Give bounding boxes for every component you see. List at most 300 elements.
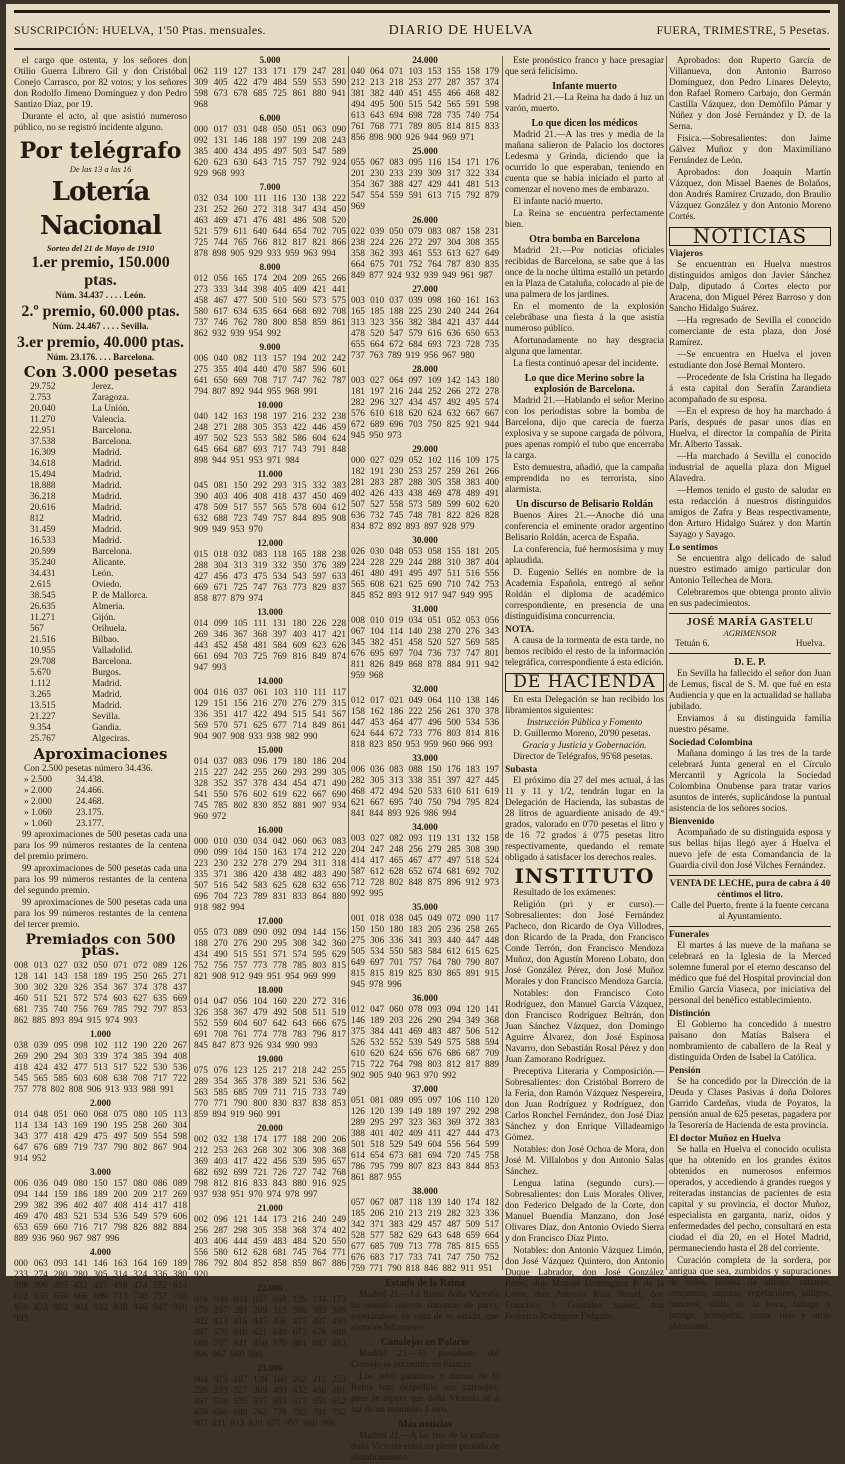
block-heading: 28.000 <box>412 365 438 375</box>
block-numbers: 002 032 138 174 177 188 200 206 212 253 263 268 302 306 308 368 369 403 417 422 456 539 595 657 682 692 699 721 726 727 742 768 798 812 816 833 843 880 916 925 937 938 951 970 974 978 997 <box>194 1135 346 1200</box>
third-prize: 3.er premio, 40.000 ptas. <box>17 334 184 351</box>
prize-number: 20.599 <box>30 547 56 557</box>
merino-text: Madrid 21.—Hablando el señor Merino con los periodistas sobre la bomba de Barcelona, dijo que carecía de fuerza explosiva y se supone cargada de pólvora, pues apenas rompió el tubo que encerraba la carga. <box>505 396 664 461</box>
merino-text-2: Esto demuestra, añadió, que la campaña emprendida no es terrorista, sino alarmista. <box>505 463 664 495</box>
medicos-text-2: El infante nació muerto. <box>513 197 603 207</box>
aprobados-fisica-text: Aprobados: don Joaquín Martín Vázquez, don Misael Baenes de Bolaños, don Andrés Ramírez Cruzado, don Braulio Vázquez González y don Antonio Moreno Cortés. <box>669 168 831 222</box>
prize-row <box>14 404 187 415</box>
prize-number: 26.635 <box>30 602 56 612</box>
block-numbers: 000 027 029 052 102 116 109 175 182 191 230 253 257 259 261 266 281 283 287 288 305 358 383 400 402 426 433 438 469 478 489 491 507 527 558 573 589 599 602 620 636 732 745 748 781 822 826 828 834 872 892 893 897 928 979 <box>351 456 499 532</box>
block-numbers: 075 076 123 125 217 218 242 255 289 354 365 378 389 521 536 562 563 585 685 709 711 715 733 749 770 771 790 800 830 837 838 853 859 894 919 960 991 <box>194 1066 346 1120</box>
prize-row <box>14 415 187 426</box>
instituto-text-4: Preceptiva Literaria y Composición.—Sobresalientes: don Cristóbal Borrero de la Feria, don Ramón Vázquez Nespereira, don Juan Rodríguez y Rodríguez, don Carlos Ronchel Fernández, don José Díaz Sánchez y don Enrique Villadeamigo Gómez. <box>505 1067 664 1143</box>
fisica-text: Física.—Sobresalientes: don Jaime Gálvez Muñoz y don Maximiliano Fernández de León. <box>669 134 831 166</box>
aprox-number: 23.175. <box>76 808 104 818</box>
prize-number: 35.240 <box>30 558 56 568</box>
estado-title: Estado de la Reina <box>385 1278 465 1289</box>
number-block <box>351 445 499 533</box>
block-numbers: 057 067 087 118 139 140 174 182 185 206 210 213 219 282 323 336 342 371 383 429 457 487 509 517 528 577 582 629 643 648 659 664 677 685 709 713 778 785 815 655 676 683 717 733 741 747 750 752 759 771 790 818 846 882 911 951 <box>351 1198 499 1274</box>
medicos-title: Lo que dicen los médicos <box>531 118 638 129</box>
prize-city: Madrid. <box>92 690 122 700</box>
first-prize: 1.er premio, 150.000 ptas. <box>31 254 170 289</box>
viajeros-5: —En el expreso de hoy ha marchado á París, después de pasar unos días en Huelva, el director la compañía de Pirita Mr. Alberto Tassak. <box>669 407 831 450</box>
infante-text: Madrid 21.—La Reina ha dado á luz un varón, muerto. <box>505 93 664 114</box>
prize-number: 10.955 <box>30 646 56 656</box>
roldan-text-2: La conferencia, fué hermosísima y muy aplaudida. <box>505 545 664 566</box>
prize-number: 20.616 <box>30 503 56 513</box>
number-block <box>351 147 499 213</box>
newspaper-page <box>6 4 838 1463</box>
prize-number: 2.753 <box>30 393 51 403</box>
prize-row <box>14 580 187 591</box>
prize-number: 11.270 <box>30 415 56 425</box>
aproximaciones-title: Aproximaciones <box>33 745 168 763</box>
block-numbers: 038 039 095 098 102 112 190 220 267 269 290 294 303 339 374 385 394 408 418 424 432 477 513 517 522 530 536 545 565 585 603 608 638 708 717 722 757 778 802 808 906 913 933 988 991 <box>14 1041 187 1095</box>
aprox-amount: » 1.060 <box>24 819 52 829</box>
prize-city: Gandía. <box>92 723 122 733</box>
viajeros-1: Se encuentran en Huelva nuestros distinguidos amigos don Javier Sánchez Dalp, diputado á Cortes electo por Aracena, don Miguel Pérez Barroso y don Sancho Hidalgo Suárez. <box>669 260 831 314</box>
block-numbers: 001 018 038 045 049 072 090 117 150 150 180 183 205 236 258 265 275 306 336 341 393 440 447 448 505 534 550 583 584 612 615 625 649 697 701 757 764 780 790 807 815 815 819 825 830 865 891 915 945 978 996 <box>351 914 499 990</box>
infante-title: Infante muerto <box>552 81 617 92</box>
block-heading: 31.000 <box>412 605 438 615</box>
number-block <box>194 917 346 983</box>
block-heading: 1.000 <box>90 1030 111 1040</box>
prize-number: 38.545 <box>30 591 56 601</box>
bomba-text-4: La fiesta continuó apesar del incidente. <box>513 359 659 369</box>
bomba-text-3: Afortunadamente no hay desgracia alguna que lamentar. <box>505 336 664 357</box>
prize-row <box>14 690 187 701</box>
distincion-title: Distinción <box>669 1009 711 1019</box>
number-block <box>194 401 346 467</box>
block-heading: 35.000 <box>412 903 438 913</box>
block-numbers: 045 081 150 292 293 315 332 383 390 403 406 408 418 437 450 469 478 509 517 557 565 578 604 612 632 688 723 749 757 844 895 908 909 949 953 970 <box>194 481 346 535</box>
block-numbers: 006 036 049 080 150 157 080 086 089 094 144 159 186 189 200 209 217 269 299 382 396 402 407 408 414 417 418 469 470 483 521 534 536 549 579 606 653 659 660 716 717 798 826 882 884 889 936 960 967 987 996 <box>14 1179 187 1244</box>
aprox-number: 23.177. <box>76 819 104 829</box>
prize-row <box>14 657 187 668</box>
block-heading: 13.000 <box>257 608 283 618</box>
canalejas-title: Canalejas en Palacio <box>380 1337 470 1348</box>
con-3000-title: Con 3.000 pesetas <box>23 363 178 381</box>
prize-row <box>14 558 187 569</box>
block-heading: 32.000 <box>412 685 438 695</box>
aprox-amount: » 2.000 <box>24 797 52 807</box>
prize-city: Madrid. <box>92 525 122 535</box>
number-block <box>351 903 499 991</box>
number-block <box>194 826 346 914</box>
aprox-number: 24.468. <box>76 797 104 807</box>
block-numbers: 062 119 127 133 171 179 247 281 309 405 422 479 484 559 553 590 598 673 678 685 725 861 880 941 968 <box>194 67 346 110</box>
prize-city: Alicante. <box>92 558 126 568</box>
number-block <box>351 216 499 282</box>
viajeros-3: —Se encuentra en Huelva el joven estudiante don José Bernal Montero. <box>669 350 831 371</box>
prize-number: 15.494 <box>30 470 56 480</box>
block-heading: 12.000 <box>257 539 283 549</box>
block-heading: 26.000 <box>412 216 438 226</box>
number-block <box>194 263 346 340</box>
block-numbers: 003 010 037 039 098 160 161 163 165 185 188 225 230 240 244 264 313 323 356 382 384 421 437 444 478 520 547 579 616 636 650 653 655 664 672 684 693 723 728 735 737 763 789 919 956 967 980 <box>351 296 499 361</box>
prize-city: Oviedo. <box>92 580 122 590</box>
number-block <box>14 961 187 1027</box>
prize-number: 34.618 <box>30 459 56 469</box>
prize-row <box>14 712 187 723</box>
prize-number: 2.615 <box>30 580 51 590</box>
bienvenido-title: Bienvenido <box>669 817 715 827</box>
prize-number: 1.112 <box>30 679 51 689</box>
number-block <box>14 1168 187 1245</box>
column-4 <box>505 56 664 1322</box>
second-prize-number: Núm. 24.467 . . . . Sevilla. <box>52 321 149 331</box>
rip-text: En Sevilla ha fallecido el señor don Juan de Lemus, fiscal de S. M. que fué en esta Audiencia y que en la actualidad se hallaba jubilado. <box>669 669 831 712</box>
prize-city: Barcelona. <box>92 426 133 436</box>
prize-number: 34.431 <box>30 569 56 579</box>
block-numbers: 014 099 105 111 131 180 226 228 269 346 367 368 397 403 417 421 443 452 458 481 584 609 623 626 661 694 703 725 769 816 849 874 947 993 <box>194 619 346 673</box>
prize-city: Madrid. <box>92 536 122 546</box>
prize-number: 36.218 <box>30 492 56 502</box>
medicos-text: Madrid 21.—A las tres y media de la mañana salieron de Palacio los doctores Ledesma y Grinda, diciendo que la ocurrido lo que esperaban, teniendo en cuenta que se había iniciado el parto al comenzar el noveno mes de embarazo. <box>505 130 664 195</box>
mas-noticias-title: Más noticias <box>398 1419 452 1430</box>
block-heading: 17.000 <box>257 917 283 927</box>
prize-row <box>14 547 187 558</box>
third-prize-number: Núm. 23.176. . . . Barcelona. <box>46 352 155 362</box>
prize-number: 5.670 <box>30 668 51 678</box>
loteria-title: Lotería Nacional <box>39 177 162 241</box>
number-block <box>351 685 499 751</box>
distincion-text: El Gobierno ha concedido á nuestro paisano don Matías Balsera el nombramiento de caballero de la Real y distinguida Orden de Isabel la Católica. <box>669 1020 831 1063</box>
prize-city: Zaragoza. <box>92 393 129 403</box>
column-5 <box>669 56 831 1332</box>
block-heading: 24.000 <box>412 56 438 66</box>
nota-text: A causa de la tormenta de esta tarde, no hemos recibido el resto de la información telegráfica, correspondiente á esta edición. <box>505 636 664 668</box>
masthead-title: DIARIO DE HUELVA <box>388 22 534 38</box>
aprobados-text: Aprobados: don Ruperto García de Villanueva, don Antonio Barroso Domínguez, don Pedro Linares Deleyto, don Rafael Romero Carbajo, don Germán Castilla Vázquez, don Demófilo Pámar y Núñez y don José Fernández y D. de la Serna. <box>669 56 831 132</box>
telegrafo-title: Por telégrafo <box>19 138 182 164</box>
prize-city: Jerez. <box>92 382 114 392</box>
block-heading: 33.000 <box>412 754 438 764</box>
number-block <box>351 56 499 144</box>
prize-number: 37.538 <box>30 437 56 447</box>
colombina-title: Sociedad Colombina <box>669 738 753 748</box>
number-block <box>351 823 499 900</box>
prize-city: León. <box>92 569 114 579</box>
block-heading: 9.000 <box>259 343 281 353</box>
block-heading: 34.000 <box>412 823 438 833</box>
prize-city: Madrid. <box>92 679 122 689</box>
block-numbers: 032 034 100 111 116 130 138 222 231 252 260 272 318 347 434 450 463 469 471 476 481 486 508 520 521 579 611 640 644 654 702 705 725 744 765 766 812 817 821 866 878 898 905 929 933 959 963 994 <box>194 194 346 259</box>
prize-row <box>14 437 187 448</box>
hacienda-item-4: Director de Telégrafos, 95'68 pesetas. <box>513 752 653 762</box>
bomba-title: Otra bomba en Barcelona <box>529 234 640 245</box>
block-numbers: 016 030 034 037 058 125 134 173 178 257 281 289 315 360 383 389 402 413 416 445 456 477 487 490 497 570 618 621 649 673 676 688 688 797 841 850 870 881 883 883 896 967 980 985 <box>194 1295 346 1360</box>
prize-city: Madrid. <box>92 481 122 491</box>
aprox-p1: 99 aproximaciones de 500 pesetas cada una para los 99 números restantes de la centena del premio primero. <box>14 830 187 862</box>
intro-text-2: Durante el acto, al que asistió numeroso público, no se registró incidente alguno. <box>14 112 187 133</box>
block-numbers: 012 017 021 049 064 110 138 146 158 162 186 222 256 261 370 378 447 453 464 477 496 500 534 536 624 644 672 733 776 803 814 816 818 823 850 953 959 960 966 993 <box>351 696 499 750</box>
hacienda-title: DE HACIENDA <box>505 673 664 692</box>
number-block <box>194 1284 346 1361</box>
block-heading: 15.000 <box>257 746 283 756</box>
prize-number: 16.533 <box>30 536 56 546</box>
aprox-row <box>14 775 187 786</box>
prize-number: 25.767 <box>30 734 56 744</box>
number-block <box>14 1248 187 1325</box>
ad-city: Huelva. <box>795 639 825 649</box>
block-heading: 16.000 <box>257 826 283 836</box>
block-numbers: 051 081 089 095 097 106 110 120 126 120 139 149 189 197 292 298 289 295 297 323 363 369 372 383 388 401 402 409 411 427 444 473 501 518 529 549 604 556 564 599 614 654 673 681 694 720 745 758 786 795 799 807 823 843 844 853 861 887 955 <box>351 1096 499 1183</box>
prize-row <box>14 470 187 481</box>
block-numbers: 055 073 089 090 092 094 144 156 188 270 276 290 295 308 342 360 434 490 515 551 571 574 595 629 752 756 757 773 778 785 803 815 821 908 912 949 951 954 969 999 <box>194 928 346 982</box>
telegrafo-subtitle: De las 13 a las 16 <box>69 164 132 174</box>
block-numbers: 004 016 037 061 103 110 111 117 129 151 156 216 270 276 279 315 336 351 417 422 494 515 541 567 569 570 571 625 677 714 849 861 904 907 908 933 938 982 990 <box>194 688 346 742</box>
block-heading: 19.000 <box>257 1055 283 1065</box>
instituto-text-3: Notables: don Francisco Coto Rodríguez, don Manuel García Vázquez, don Francisco Rodríguez Beltrán, don Juan Sánchez Vázquez, don Domingo Aguirre Álvarez, don José Espinosa Navarro, don Sebastián Rosal Pérez y don Juan Zamorano Rodríguez. <box>505 989 664 1065</box>
prize-city: Madrid. <box>92 492 122 502</box>
number-block <box>351 754 499 820</box>
aprox-amount: » 2.500 <box>24 775 52 785</box>
aprox-row <box>14 797 187 808</box>
block-heading: 5.000 <box>259 56 281 66</box>
prize-number: 11.271 <box>30 613 56 623</box>
roldan-text-3: D. Eugenio Sellés en nombre de la Academia Española, entregó al señor Roldán el diploma de académico correspondiente, en presencia de una distinguidísima concurrencia. <box>505 568 664 622</box>
instituto-text-7: Notables: don Antonio Vázquez Limón, don José Vázquez Quintero, don Antonio Duque Labrador, don José González Páreo, don Manuel Domínguez P. de la Corte, don Antonio Ruiz Teruel, don Francisco J. González Suárez, don Federico Rodríguez Delgado. <box>505 1246 664 1322</box>
subasta-title: Subasta <box>505 765 538 775</box>
number-block <box>351 605 499 682</box>
viajeros-6: —Ha marchado á Sevilla el conocido industrial de aquella plaza don Miguel Alavedra. <box>669 452 831 484</box>
block-heading: 6.000 <box>259 114 281 124</box>
instituto-text-1: Resultado de los exámenes: <box>513 888 617 898</box>
block-heading: 3.000 <box>90 1168 111 1178</box>
prize-city: Bilbao. <box>92 635 120 645</box>
prize-number: 22.951 <box>30 426 56 436</box>
prize-row <box>14 602 187 613</box>
prize-row <box>14 569 187 580</box>
aprox-number: 34.438. <box>76 775 104 785</box>
block-numbers: 055 067 083 095 116 154 171 176 201 230 233 239 309 317 322 334 354 367 388 427 429 441 481 513 547 554 559 591 613 715 792 879 969 <box>351 158 499 212</box>
block-heading: 8.000 <box>259 263 281 273</box>
hacienda-item-1: Instrucción Pública y Fomento <box>526 718 643 728</box>
ad-address: Tetuán 6. <box>675 639 710 649</box>
block-numbers: 008 010 019 034 051 052 053 056 067 104 114 140 238 270 276 343 345 382 451 458 520 527 569 585 676 695 697 704 736 737 747 801 811 826 849 868 878 884 911 942 959 968 <box>351 616 499 681</box>
number-block <box>194 1364 346 1430</box>
prize-number: 18.888 <box>30 481 56 491</box>
instituto-text-2: Religión (pri y er curso).—Sobresalientes: don José Fernández Pacheco, don Ricardo de Oya Villodres, don Ricardo de la Prada, don Francisco Conde Terrón, don Francisco Mendoza Muñoz, don Agustín Moreno Lobato, don José González Pérez, don José Muñoz Morales y don Francisco Mendoza García. <box>505 900 664 987</box>
first-prize-number: Núm. 34.437 . . . . León. <box>55 290 146 300</box>
aprox-p3: 99 aproximaciones de 500 pesetas cada una para los 99 números restantes de la centena del tercer premio. <box>14 898 187 930</box>
aprox-row <box>14 819 187 830</box>
aprox-number: 24.466. <box>76 786 104 796</box>
second-prize: 2.º premio, 60.000 ptas. <box>21 303 180 320</box>
block-heading: 22.000 <box>257 1284 283 1294</box>
block-heading: 27.000 <box>412 285 438 295</box>
aprox-amount: » 2.000 <box>24 786 52 796</box>
munoz-text: Se halla en Huelva el conocido oculista que ha obtenido en los grandes éxitos obtenidos en numerosos enfermos operados, y accediendo á grandes ruegos y reiteradas instancias de pacientes de esta capital y su provincia, el doctor Muñoz, especialista en garganta, nariz, oídos y enfermedades del pecho, consultará en esta ciudad el día 20, en el Hotel Madrid, permaneciendo hasta el 28 del corriente. <box>669 1145 831 1254</box>
instituto-text-6: Lengua latina (segundo curs).—Sobresalientes: don Luis Morales Oliver, don Federico Delgado de la Corte, don Manuel Buendía Manzano, don José Olivares Díaz, don Antonio Oviedo Sierra y don Francisco Díaz Pinto. <box>505 1179 664 1244</box>
prize-row <box>14 514 187 525</box>
pronostico-text: Este pronóstico franco y hace presagiar que será felicísimo. <box>505 56 664 77</box>
nota-title: NOTA. <box>505 625 535 635</box>
number-block <box>194 1204 346 1281</box>
prize-row <box>14 679 187 690</box>
prize-city: Madrid. <box>92 503 122 513</box>
prize-row <box>14 382 187 393</box>
prize-number: 29.752 <box>30 382 56 392</box>
estado-text: Madrid 21.—La Reina doña Victoria ha sentido nuevos síntomas de parto, esperándose, en vista de su estado, que alumbre felizmente. <box>351 1290 499 1333</box>
block-numbers: 006 040 082 113 157 194 202 242 275 355 404 440 470 587 596 601 641 650 669 708 717 747 762 787 794 807 892 944 955 968 991 <box>194 354 346 397</box>
sentimos-text-2: Celebraremos que obtenga pronto alivio en sus padecimientos. <box>669 588 831 609</box>
masthead-subscription: SUSCRIPCIÓN: HUELVA, 1'50 Ptas. mensuales. <box>14 23 266 37</box>
sorteo-date: Sorteo del 21 de Mayo de 1910 <box>46 243 155 253</box>
prize-row <box>14 701 187 712</box>
block-heading: 4.000 <box>90 1248 111 1258</box>
prize-row <box>14 448 187 459</box>
block-numbers: 022 039 050 079 083 087 158 231 238 224 226 272 297 304 308 355 358 362 393 461 553 613 627 649 664 675 701 752 764 787 830 835 849 877 924 932 939 949 961 987 <box>351 227 499 281</box>
number-block <box>194 183 346 260</box>
prize-city: Valladolid. <box>92 646 133 656</box>
canalejas-text-2: Los jefes palatinos y damas de la Reina han despedido sus carruajes, pues se espera que doña Victoria dé á luz de un momento á otro. <box>351 1372 499 1415</box>
prize-city: Sevilla. <box>92 712 121 722</box>
block-heading: 37.000 <box>412 1085 438 1095</box>
prize-row <box>14 492 187 503</box>
number-block <box>194 343 346 398</box>
block-heading: 18.000 <box>257 986 283 996</box>
aprox-intro: Con 2.500 pesetas número 34.436. <box>24 764 153 774</box>
prize-city: Madrid. <box>92 701 122 711</box>
subasta-text: El próximo día 27 del mes actual, á las 11 y 11 y 1/2, tendrán lugar en la Delegación de Hacienda, las subastas de 28 litros de aguardiente anisado de 49.º grados, valorado en 0'70 pesetas el litro y de 16 72 grados á 0'75 pesetas litro respectivamente, quedando el remate obligado á satisfacer los derechos reales. <box>505 776 664 863</box>
pension-text: Se ha concedido por la Dirección de la Deuda y Clases Pasivas á doña Dolores Garrido Cardeñas, viuda de Poyatos, la pensión anual de 625 pesetas, pagadera por la Tesorería de Hacienda de esta provincia. <box>669 1077 831 1131</box>
number-block <box>351 994 499 1082</box>
block-numbers: 003 027 064 097 109 142 143 180 181 197 216 244 252 266 272 278 282 296 327 434 457 492 495 574 576 610 618 620 624 632 667 667 672 689 696 703 750 825 921 944 945 950 973 <box>351 376 499 441</box>
prize-row <box>14 646 187 657</box>
prize-row <box>14 635 187 646</box>
block-numbers: 064 075 107 139 160 202 212 223 226 233 327 369 403 432 456 481 497 518 535 597 603 617 650 652 670 686 688 762 776 782 791 792 807 811 813 820 875 957 960 996 <box>194 1375 346 1429</box>
block-numbers: 014 047 056 104 160 220 272 316 326 358 367 479 492 508 511 519 552 559 604 607 642 643 666 675 691 708 761 774 778 783 796 817 845 847 873 926 934 990 993 <box>194 997 346 1051</box>
prize-row <box>14 503 187 514</box>
prize-city: Madrid. <box>92 448 122 458</box>
prize-number: 812 <box>30 514 44 524</box>
prize-row <box>14 668 187 679</box>
prize-number: 21.516 <box>30 635 56 645</box>
number-blocks-col1 <box>14 961 187 1325</box>
block-heading: 30.000 <box>412 536 438 546</box>
block-numbers: 012 056 165 174 204 209 265 266 273 333 344 398 405 409 421 441 458 467 477 500 510 560 573 575 580 617 634 635 664 668 692 708 737 746 762 780 800 858 859 861 862 932 939 954 992 <box>194 274 346 339</box>
block-heading: 10.000 <box>257 401 283 411</box>
number-block <box>14 1030 187 1096</box>
number-block <box>14 1099 187 1165</box>
munoz-text-2: Curación completa de la sordera, por antigua que sea, zumbidos y supuraciones de oídos, fétidez de aliento, catarros, ronqueras, anginas, vegetaciones, pólipos, tumores, sífilis de la boca, laringe y laringe, bronquitis, asma, tisis y otras afecciones. <box>669 1256 831 1332</box>
prize-city: Barcelona. <box>92 547 133 557</box>
bomba-text-2: En el momento de la explosión celebrábase una fiesta á la que asistía numeroso público. <box>505 302 664 334</box>
prize-3000-list <box>14 382 187 745</box>
block-numbers: 015 018 032 083 118 165 188 238 288 304 313 319 332 350 376 389 427 456 473 475 534 543 597 633 669 671 725 747 763 773 829 837 858 877 879 974 <box>194 550 346 604</box>
column-3 <box>351 56 499 1463</box>
ad-address-row <box>669 639 831 650</box>
leche-title: VENTA DE LECHE, pura de cabra á 40 céntimos el litro. <box>669 879 831 900</box>
prize-city: Valencia. <box>92 415 127 425</box>
prize-city: Almería. <box>92 602 125 612</box>
prize-number: 20.040 <box>30 404 56 414</box>
column-1 <box>14 56 187 1324</box>
canalejas-text: Madrid 21.—El presidente del Consejo se encuentra en Palacio. <box>351 1349 499 1370</box>
number-block <box>351 365 499 442</box>
pension-title: Pensión <box>669 1066 701 1076</box>
viajeros-2: —Ha regresado de Sevilla el conocido comerciante de esta plaza, don José Ramírez. <box>669 316 831 348</box>
number-block <box>194 114 346 180</box>
block-heading: 23.000 <box>257 1364 283 1374</box>
block-numbers: 000 017 031 048 050 051 063 090 092 131 146 188 197 199 208 243 385 400 434 495 497 503 547 589 620 623 630 643 715 757 792 924 929 968 993 <box>194 125 346 179</box>
number-blocks-col2 <box>194 56 346 1430</box>
number-block <box>194 1124 346 1201</box>
hacienda-item-2: D. Guillermo Moreno, 20'90 pesetas. <box>513 729 651 739</box>
instituto-text-5: Notables: don José Ochoa de Mora, don José M. Villalobos y don Antonio Salas Sánchez. <box>505 1145 664 1177</box>
medicos-text-3: La Reina se encuentra perfectamente bien. <box>505 209 664 230</box>
prize-city: Burgos. <box>92 668 122 678</box>
colombina-text: Mañana domingo á las tres de la tarde celebrará Junta general en el Círculo Mercantil y Agrícola la Sociedad Colombina Onubense para tratar varios asuntos de interés, suplicándose la puntual asistencia de los señores socios. <box>669 749 831 814</box>
block-heading: 2.000 <box>90 1099 111 1109</box>
viajeros-7: —Hemos tenido el gusto de saludar en esta redacción á nuestros distinguidos amigos de Zafra y Beas respectivamente, don Arturo Hidalgo Suárez y don Martín Sayago y Sayago. <box>669 486 831 540</box>
ad-name: JOSÉ MARÍA GASTELU <box>686 617 814 628</box>
hacienda-item-3: Gracia y Justicia y Gobernación. <box>522 741 647 751</box>
aprox-row <box>14 808 187 819</box>
sentimos-text: Se encuentra algo delicado de salud nuestro estimado amigo particular don Antonio Tellechea de Mora. <box>669 554 831 586</box>
bienvenido-text: Acompañado de su distinguida esposa y sus bellas hijas llegó ayer á Huelva el nuevo jefe de esta Comandancia de la Guardia civil don José Vilches Fernández. <box>669 828 831 871</box>
number-block <box>351 285 499 362</box>
block-heading: 29.000 <box>412 445 438 455</box>
number-block <box>194 746 346 823</box>
hacienda-text: En esta Delegación se han recibido los libramientos siguientes: <box>505 695 664 716</box>
block-numbers: 002 096 121 144 173 216 240 249 256 287 298 305 358 368 374 402 403 406 444 459 483 484 520 550 556 580 612 628 681 745 764 771 786 792 804 852 858 859 867 886 920 <box>194 1215 346 1280</box>
number-block <box>351 536 499 602</box>
prize-row <box>14 525 187 536</box>
prize-row <box>14 613 187 624</box>
block-heading: 21.000 <box>257 1204 283 1214</box>
block-numbers: 008 013 027 032 050 071 072 089 126 128 141 143 158 189 195 250 265 271 300 302 320 326 354 367 374 378 437 460 511 521 572 574 603 627 635 669 681 735 740 756 769 785 792 797 853 862 885 893 894 915 974 993 <box>14 961 187 1026</box>
merino-title: Lo que dice Merino sobre la explosión de Barcelona. <box>524 373 645 395</box>
prize-city: Algeciras. <box>92 734 130 744</box>
prize-number: 29.708 <box>30 657 56 667</box>
block-numbers: 006 036 083 088 150 176 183 197 282 305 313 338 351 397 427 445 468 472 494 520 533 610 611 619 621 667 695 740 750 794 795 824 841 844 893 926 986 994 <box>351 765 499 819</box>
masthead <box>14 10 830 50</box>
number-block <box>194 56 346 111</box>
funerales-text: El martes á las nueve de la mañana se celebrará en la Iglesia de la Merced solemne funeral por el eterno descanso del médico que fué del Hospital provincial don Emilio García Viaseca, por iniciativa del personal del benéfico establecimiento. <box>669 941 831 1006</box>
prize-city: Madrid. <box>92 459 122 469</box>
number-block <box>194 677 346 743</box>
block-heading: 25.000 <box>412 147 438 157</box>
viajeros-4: —Procedente de Isla Cristina ha llegado á esta capital don Serafín Zarandieta acompañado de su esposa. <box>669 373 831 405</box>
number-block <box>194 608 346 674</box>
block-numbers: 003 027 082 093 119 131 132 158 204 247 248 256 279 285 308 390 414 417 465 467 477 497 518 524 587 612 628 652 674 681 692 702 712 728 802 848 875 896 912 973 992 995 <box>351 834 499 899</box>
prize-city: Orihuela. <box>92 624 127 634</box>
roldan-text: Buenos Aires 21.—Anoche dió una conferencia el eminente orador argentino Belisario Roldán, acerca de España. <box>505 511 664 543</box>
prize-city: Barcelona. <box>92 657 133 667</box>
premiados-500-title: Premiados con 500 ptas. <box>25 932 176 959</box>
prize-row <box>14 591 187 602</box>
block-heading: 20.000 <box>257 1124 283 1134</box>
instituto-title: INSTITUTO <box>514 864 655 888</box>
prize-row <box>14 624 187 635</box>
prize-city: Madrid. <box>92 470 122 480</box>
block-numbers: 014 037 083 096 179 180 186 204 215 227 242 255 260 293 299 305 328 352 357 378 434 454 471 490 541 550 576 602 619 622 667 690 745 785 802 830 852 881 907 934 960 972 <box>194 757 346 822</box>
prize-number: 21.227 <box>30 712 56 722</box>
ad-role: AGRIMENSOR <box>723 628 777 638</box>
gastelu-ad <box>669 613 831 654</box>
prize-number: 9.354 <box>30 723 51 733</box>
prize-city: Gijón. <box>92 613 116 623</box>
aprox-row <box>14 786 187 797</box>
number-block <box>194 1055 346 1121</box>
prize-row <box>14 536 187 547</box>
prize-number: 567 <box>30 624 44 634</box>
prize-number: 13.515 <box>30 701 56 711</box>
intro-text: el cargo que ostenta, y los señores don Otilio Guerra Librero Gil y don Cristóbal Conejo Carrasco, por 82 votos; y los señores don Rodolfo Jimeno Domínguez y don Pedro Santizo Díaz, por 19. <box>14 56 187 110</box>
